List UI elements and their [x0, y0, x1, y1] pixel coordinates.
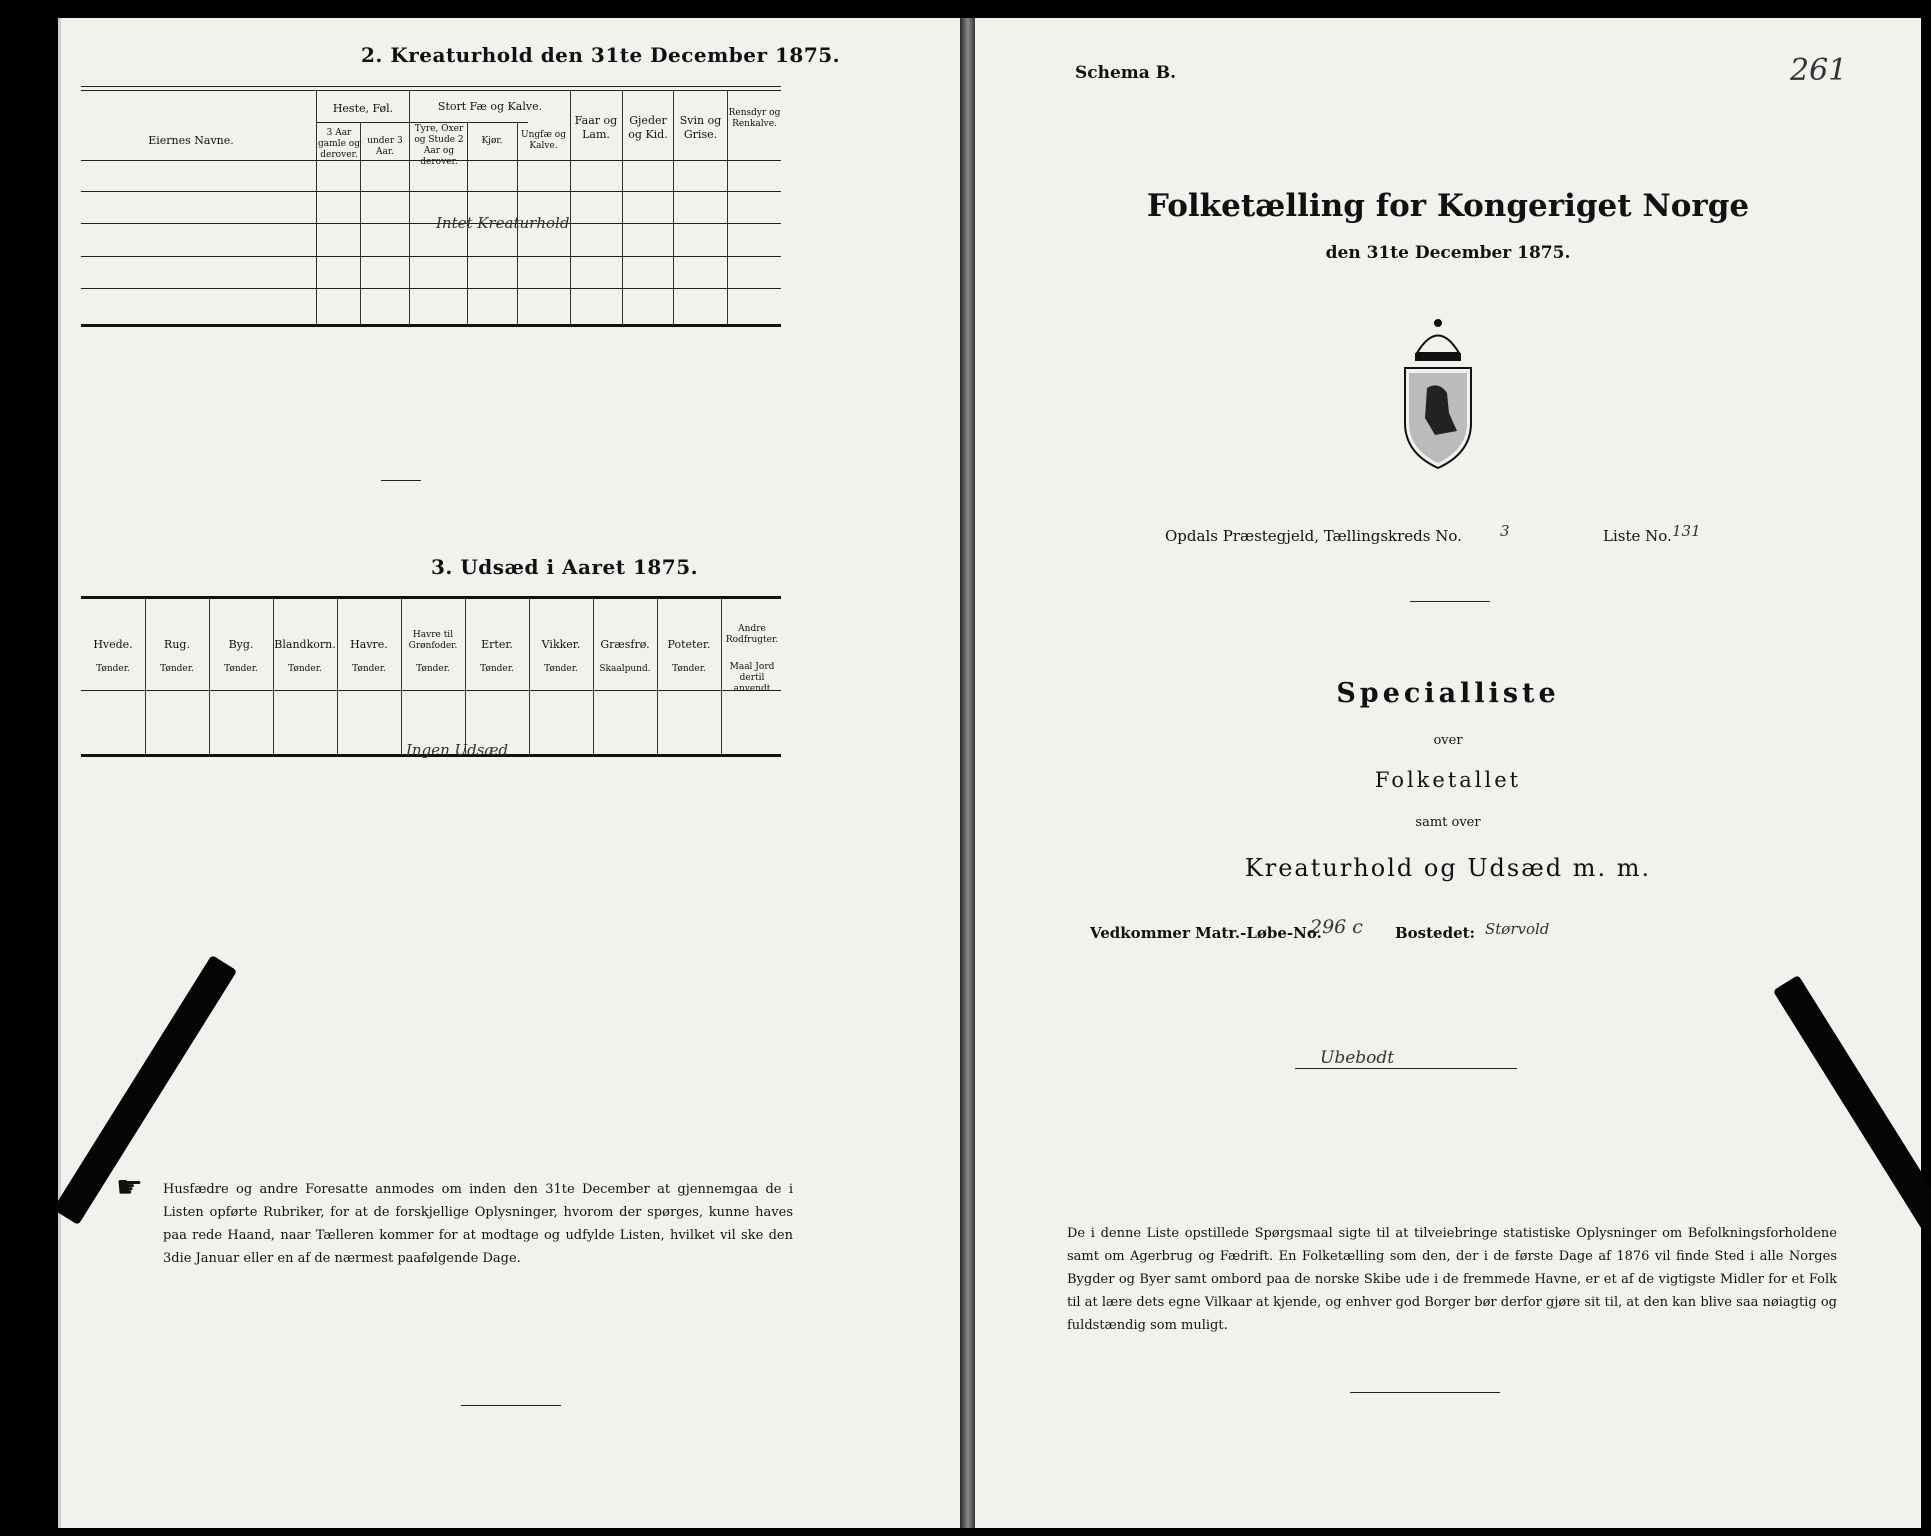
folketallet-heading: Folketallet	[1374, 768, 1522, 792]
rule	[81, 596, 781, 599]
col-groenfoder-unit: Tønder.	[416, 664, 450, 674]
col-vikker-header: Vikker.	[541, 638, 581, 651]
col-poteter-unit: Tønder.	[672, 664, 706, 674]
col-divider	[657, 598, 658, 754]
col-horses-header: Heste, Føl.	[332, 102, 394, 115]
col-rug-header: Rug.	[164, 638, 190, 651]
col-pigs-header: Svin og Grise.	[679, 114, 722, 141]
handwritten-seed-entry: Ingen Udsæd	[406, 741, 509, 759]
col-erter-header: Erter.	[481, 638, 513, 651]
col-havre-header: Havre.	[350, 638, 388, 651]
book-spine	[960, 18, 976, 1528]
col-rodfrugter-unit: Maal Jord dertil anvendt	[729, 662, 775, 694]
col-divider	[273, 598, 274, 754]
col-young-cattle-header: Ungfæ og Kalve.	[521, 130, 566, 151]
col-erter-unit: Tønder.	[480, 664, 514, 674]
col-divider	[401, 598, 402, 754]
separator	[461, 1405, 561, 1406]
col-blandkorn-unit: Tønder.	[288, 664, 322, 674]
col-divider	[529, 598, 530, 754]
main-subtitle: den 31te December 1875.	[1325, 243, 1571, 263]
separator	[1410, 601, 1490, 602]
col-hvede-unit: Tønder.	[96, 664, 130, 674]
section3-title: 3. Udsæd i Aaret 1875.	[431, 555, 699, 579]
section2-title: 2. Kreaturhold den 31te December 1875.	[361, 43, 841, 67]
col-blandkorn-header: Blandkorn.	[274, 638, 336, 651]
signature: Ubebodt	[1320, 1048, 1395, 1068]
col-bulls-header: Tyre, Oxer og Stude 2 Aar og derover.	[414, 124, 464, 167]
schema-label: Schema B.	[1075, 63, 1177, 83]
separator	[1350, 1392, 1500, 1393]
bosted-value: Størvold	[1485, 920, 1550, 938]
col-divider	[593, 598, 594, 754]
samt-over-text: samt over	[1415, 815, 1481, 830]
col-groenfoder-header: Havre til Grønfoder.	[408, 630, 458, 651]
col-divider	[465, 598, 466, 754]
col-graesfroe-unit: Skaalpund.	[599, 664, 651, 674]
col-divider	[409, 90, 410, 324]
folio-number: 261	[1790, 53, 1848, 88]
col-reindeer-header: Rensdyr og Renkalve.	[728, 108, 781, 129]
explanation-text: De i denne Liste opstillede Spørgsmaal sigte til at tilveiebringe statistiske Oplysninger om Befolkningsforholdene samt om Agerbrug og Fædrift. En Folketælling som den, der i de første Dage af 1876 vil finde Sted i alle Norges Bygder og Byer samt ombord paa de norske Skibe ude i de fremmede Havne, er et af de vigtigste Midler for et Folk til at lære dets egne Vilkaar at kjende, og enhver god Borger bør derfor gjøre sit til, at den kan blive saa nøiagtig og fuldstændig som muligt.	[1067, 1226, 1837, 1333]
coat-of-arms-icon	[1387, 313, 1489, 473]
rule	[81, 288, 781, 289]
separator	[381, 480, 421, 481]
col-hvede-header: Hvede.	[93, 638, 133, 651]
rule	[81, 191, 781, 192]
rule	[81, 90, 781, 91]
parish-text: Opdals Præstegjeld, Tællingskreds No.	[1165, 527, 1462, 545]
rule	[81, 690, 781, 691]
col-poteter-header: Poteter.	[667, 638, 711, 651]
rule	[81, 86, 781, 87]
right-page	[975, 18, 1921, 1528]
col-havre-unit: Tønder.	[352, 664, 386, 674]
col-byg-unit: Tønder.	[224, 664, 258, 674]
over-text: over	[1433, 733, 1463, 748]
district-number: 3	[1500, 522, 1510, 540]
col-goats-header: Gjeder og Kid.	[628, 114, 668, 141]
handwritten-livestock-entry: Intet Kreaturhold	[436, 214, 570, 232]
col-divider	[209, 598, 210, 754]
col-divider	[316, 90, 317, 324]
specialliste-heading: Specialliste	[1336, 678, 1560, 709]
col-graesfroe-header: Græsfrø.	[600, 638, 650, 651]
col-cattle-header: Stort Fæ og Kalve.	[437, 100, 543, 113]
rule	[81, 324, 781, 327]
rule	[81, 223, 781, 224]
col-vikker-unit: Tønder.	[544, 664, 578, 674]
left-page	[58, 18, 965, 1528]
notice-text: Husfædre og andre Foresatte anmodes om inden den 31te December at gjennemgaa de i Listen opførte Rubriker, for at de forskjellige Oplysninger, hvorom der spørges, kunne haves paa rede Haand, naar Tælleren kommer for at modtage og udfylde Listen, hvilket vil ske den 3die Januar eller en af de nærmest paafølgende Dage.	[163, 1182, 793, 1266]
col-cows-header: Kjør.	[481, 136, 503, 146]
col-rodfrugter-header: Andre Rodfrugter.	[725, 624, 779, 645]
col-horses-old-header: 3 Aar gamle og derover.	[318, 128, 360, 160]
bosted-label: Bostedet:	[1395, 924, 1476, 942]
col-divider	[145, 598, 146, 754]
col-divider	[337, 598, 338, 754]
col-byg-header: Byg.	[228, 638, 254, 651]
rule	[81, 256, 781, 257]
col-sheep-header: Faar og Lam.	[574, 114, 618, 141]
col-rug-unit: Tønder.	[160, 664, 194, 674]
liste-label: Liste No.	[1603, 527, 1672, 545]
rule	[316, 122, 528, 123]
signature-line	[1295, 1068, 1517, 1069]
matr-label: Vedkommer Matr.-Løbe-No.	[1090, 924, 1322, 942]
col-owner-header: Eiernes Navne.	[148, 134, 234, 147]
pointing-hand-icon: ☛	[116, 1170, 143, 1205]
matr-value: 296 c	[1310, 916, 1363, 938]
liste-number: 131	[1672, 522, 1701, 540]
kreaturhold-heading: Kreaturhold og Udsæd m. m.	[1244, 854, 1652, 882]
main-title: Folketælling for Kongeriget Norge	[1146, 188, 1750, 224]
col-horses-young-header: under 3 Aar.	[367, 136, 403, 157]
